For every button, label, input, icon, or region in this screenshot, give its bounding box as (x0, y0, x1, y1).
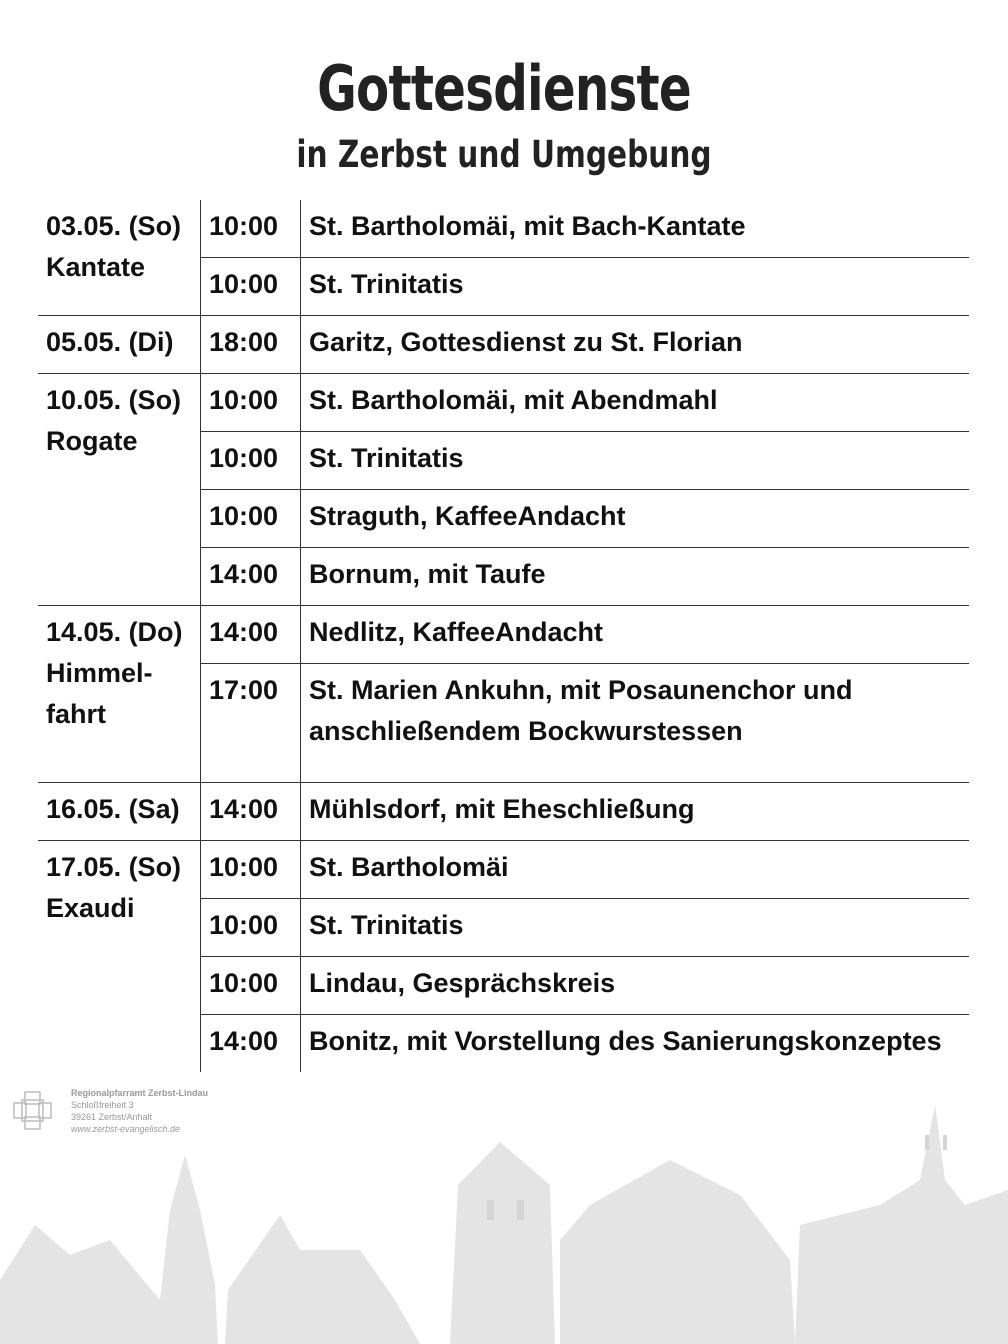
table-row (38, 606, 969, 664)
church-skyline-illustration (0, 1090, 1008, 1344)
date: 05.05. (Di) (46, 327, 174, 357)
date: 10.05. (So) (46, 385, 182, 415)
date-cell (38, 200, 201, 316)
date: 16.05. (Sa) (46, 794, 180, 824)
description-cell: St. Bartholomäi, mit Bach-Kantate (301, 200, 970, 258)
description-cell: Mühlsdorf, mit Eheschließung (301, 783, 970, 841)
date: 03.05. (So) (46, 211, 182, 241)
table-row (38, 783, 969, 841)
time-cell: 10:00 (201, 374, 301, 432)
description-cell: Bonitz, mit Vorstellung des Sanierungskonzeptes (301, 1015, 970, 1073)
table-row (38, 316, 969, 374)
time-cell: 10:00 (201, 957, 301, 1015)
occasion-line-2: fahrt (46, 699, 106, 729)
description-cell: Bornum, mit Taufe (301, 548, 970, 606)
service-schedule-table (38, 200, 969, 1072)
footer-website: www.zerbst-evangelisch.de (71, 1124, 181, 1134)
date-cell (38, 783, 201, 841)
occasion-line-1: Himmel- (46, 658, 153, 688)
page-subtitle: in Zerbst und Umgebung (296, 133, 712, 176)
date-cell (38, 841, 201, 1073)
table-row (38, 841, 969, 899)
time-cell: 10:00 (201, 200, 301, 258)
time-cell: 10:00 (201, 841, 301, 899)
time-cell: 10:00 (201, 899, 301, 957)
description-line-2: anschließendem Bockwurstessen (309, 716, 743, 746)
footer-city: 39261 Zerbst/Anhalt (71, 1112, 153, 1122)
date-cell (38, 374, 201, 606)
time-cell: 14:00 (201, 783, 301, 841)
description-cell: Lindau, Gesprächskreis (301, 957, 970, 1015)
date-cell (38, 316, 201, 374)
table-row (38, 200, 969, 258)
description-cell: St. Trinitatis (301, 432, 970, 490)
footer-street: Schloßfreiheit 3 (71, 1100, 134, 1110)
time-cell: 10:00 (201, 258, 301, 316)
description-cell: St. Trinitatis (301, 258, 970, 316)
time-cell: 14:00 (201, 1015, 301, 1073)
description-cell: Nedlitz, KaffeeAndacht (301, 606, 970, 664)
description-cell (301, 664, 970, 783)
description-line-1: St. Marien Ankuhn, mit Posaunenchor und (309, 675, 853, 705)
time-cell: 10:00 (201, 432, 301, 490)
time-cell: 14:00 (201, 606, 301, 664)
time-cell: 14:00 (201, 548, 301, 606)
occasion: Kantate (46, 252, 146, 282)
occasion: Rogate (46, 426, 138, 456)
date: 14.05. (Do) (46, 617, 183, 647)
footer-org: Regionalpfarramt Zerbst-Lindau (71, 1088, 209, 1098)
time-cell: 18:00 (201, 316, 301, 374)
description-cell: St. Bartholomäi, mit Abendmahl (301, 374, 970, 432)
date-cell (38, 606, 201, 783)
description-cell: St. Bartholomäi (301, 841, 970, 899)
table-row (38, 374, 969, 432)
description-cell: Garitz, Gottesdienst zu St. Florian (301, 316, 970, 374)
time-cell: 10:00 (201, 490, 301, 548)
occasion: Exaudi (46, 893, 135, 923)
page-title: Gottesdienste (317, 52, 691, 125)
time-cell: 17:00 (201, 664, 301, 783)
description-cell: Straguth, KaffeeAndacht (301, 490, 970, 548)
date: 17.05. (So) (46, 852, 182, 882)
description-cell: St. Trinitatis (301, 899, 970, 957)
